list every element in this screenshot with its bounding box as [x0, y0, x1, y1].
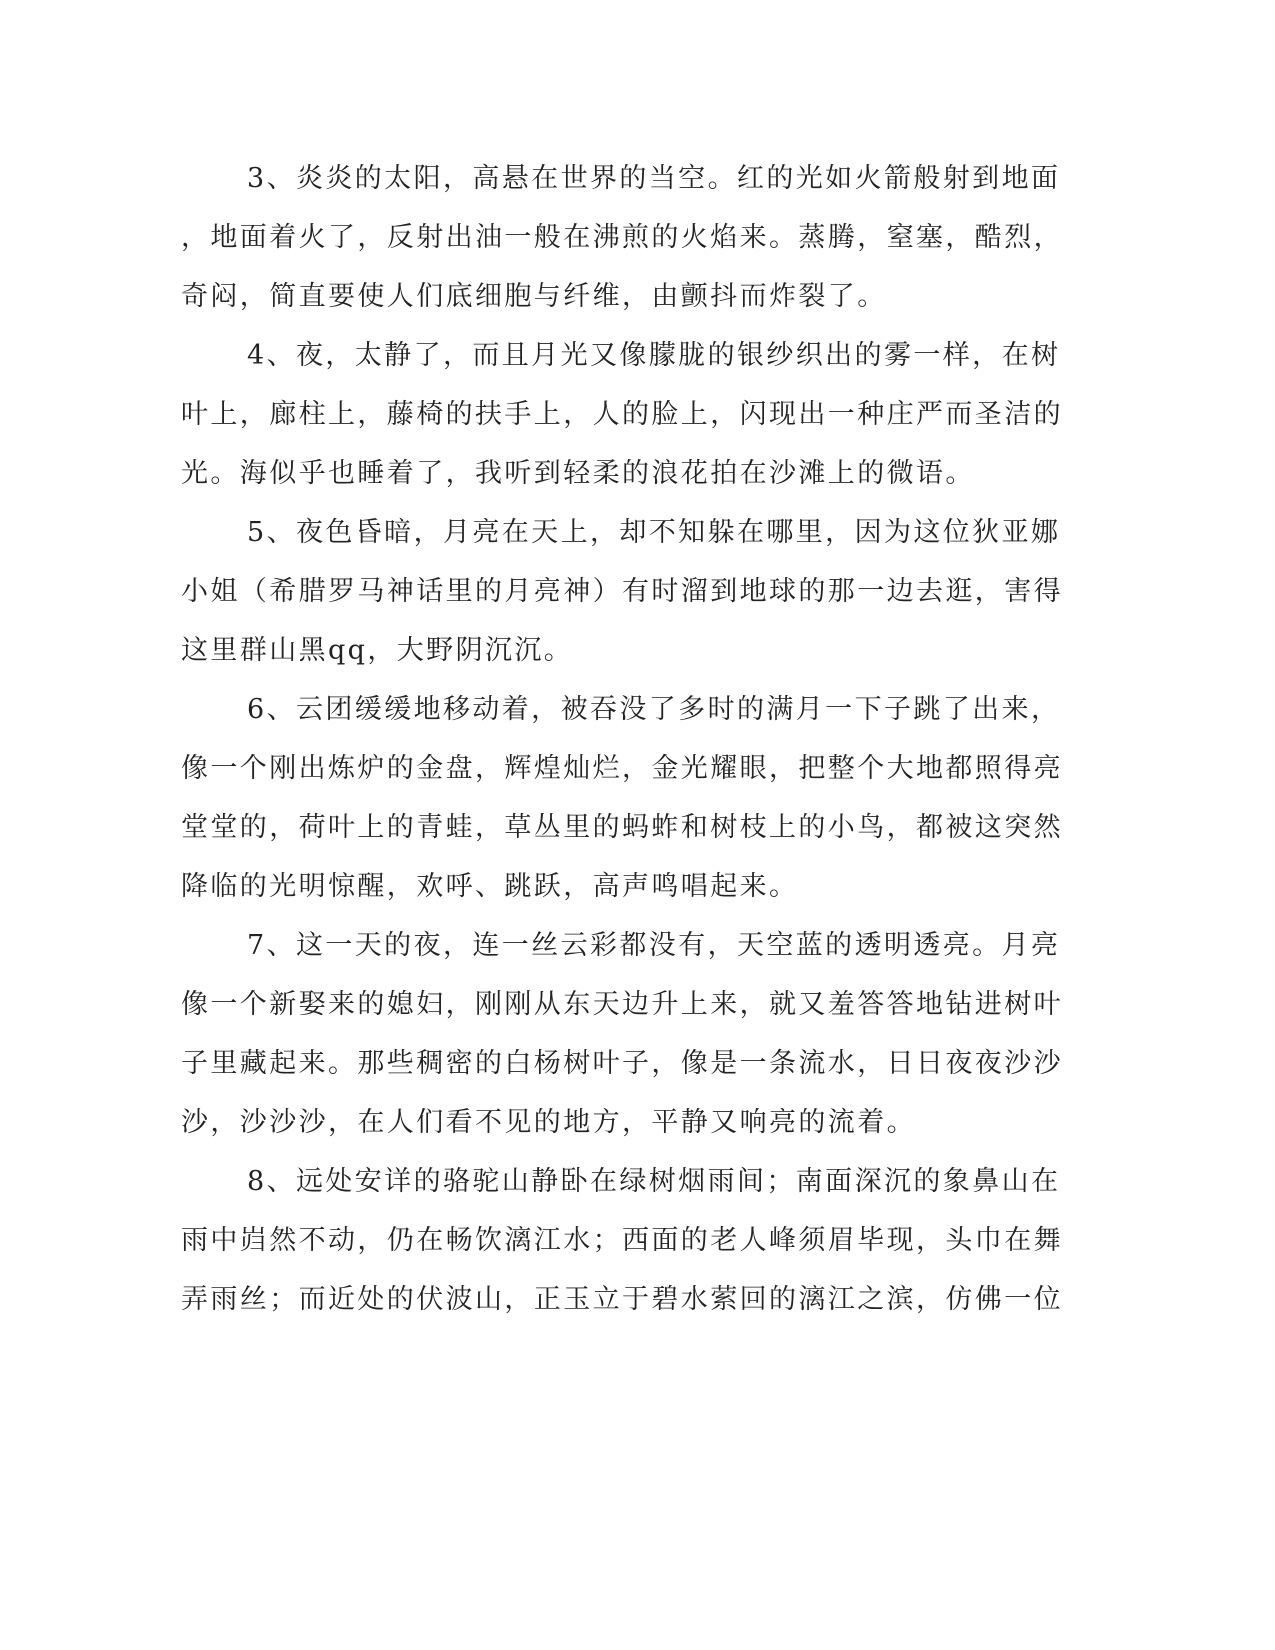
text-line: 8、远处安详的骆驼山静卧在绿树烟雨间；南面深沉的象鼻山在: [247, 1166, 1061, 1197]
text-line: 像一个新娶来的媳妇，刚刚从东天边升上来，就又羞答答地钻进树叶: [181, 989, 1063, 1020]
text-line: 弄雨丝；而近处的伏波山，正玉立于碧水萦回的漓江之滨，仿佛一位: [181, 1284, 1063, 1315]
text-line: 叶上，廊柱上，藤椅的扶手上，人的脸上，闪现出一种庄严而圣洁的: [181, 399, 1063, 430]
document-body: [181, 149, 1063, 1329]
text-line: 堂堂的，荷叶上的青蛙，草丛里的蚂蚱和树枝上的小鸟，都被这突然: [181, 812, 1063, 843]
text-line: 小姐（希腊罗马神话里的月亮神）有时溜到地球的那一边去逛，害得: [181, 576, 1063, 607]
text-line: 这里群山黑qq，大野阴沉沉。: [181, 635, 574, 666]
paragraph-7: [181, 916, 1063, 1152]
text-line: 奇闷，简直要使人们底细胞与纤维，由颤抖而炸裂了。: [181, 281, 887, 312]
paragraph-8: [181, 1152, 1063, 1329]
text-line: 光。海似乎也睡着了，我听到轻柔的浪花拍在沙滩上的微语。: [181, 458, 975, 489]
text-line: 子里藏起来。那些稠密的白杨树叶子，像是一条流水，日日夜夜沙沙: [181, 1048, 1063, 1079]
text-line: 像一个刚出炼炉的金盘，辉煌灿烂，金光耀眼，把整个大地都照得亮: [181, 753, 1063, 784]
paragraph-6: [181, 680, 1063, 916]
text-line: 4、夜，太静了，而且月光又像朦胧的银纱织出的雾一样，在树: [247, 340, 1061, 371]
text-line: 雨中岿然不动，仍在畅饮漓江水；西面的老人峰须眉毕现，头巾在舞: [181, 1225, 1063, 1256]
paragraph-4: [181, 326, 1063, 503]
text-line: 5、夜色昏暗，月亮在天上，却不知躲在哪里，因为这位狄亚娜: [247, 517, 1061, 548]
text-line: 沙，沙沙沙，在人们看不见的地方，平静又响亮的流着。: [181, 1107, 916, 1138]
text-line: 6、云团缓缓地移动着，被吞没了多时的满月一下子跳了出来，: [247, 694, 1061, 725]
text-line: 降临的光明惊醒，欢呼、跳跃，高声鸣唱起来。: [181, 871, 799, 902]
paragraph-5: [181, 503, 1063, 680]
paragraph-3: [181, 149, 1063, 326]
text-line: ，地面着火了，反射出油一般在沸煎的火焰来。蒸腾，窒塞，酷烈，: [181, 222, 1063, 253]
text-line: 7、这一天的夜，连一丝云彩都没有，天空蓝的透明透亮。月亮: [247, 930, 1061, 961]
text-line: 3、炎炎的太阳，高悬在世界的当空。红的光如火箭般射到地面: [247, 163, 1061, 194]
